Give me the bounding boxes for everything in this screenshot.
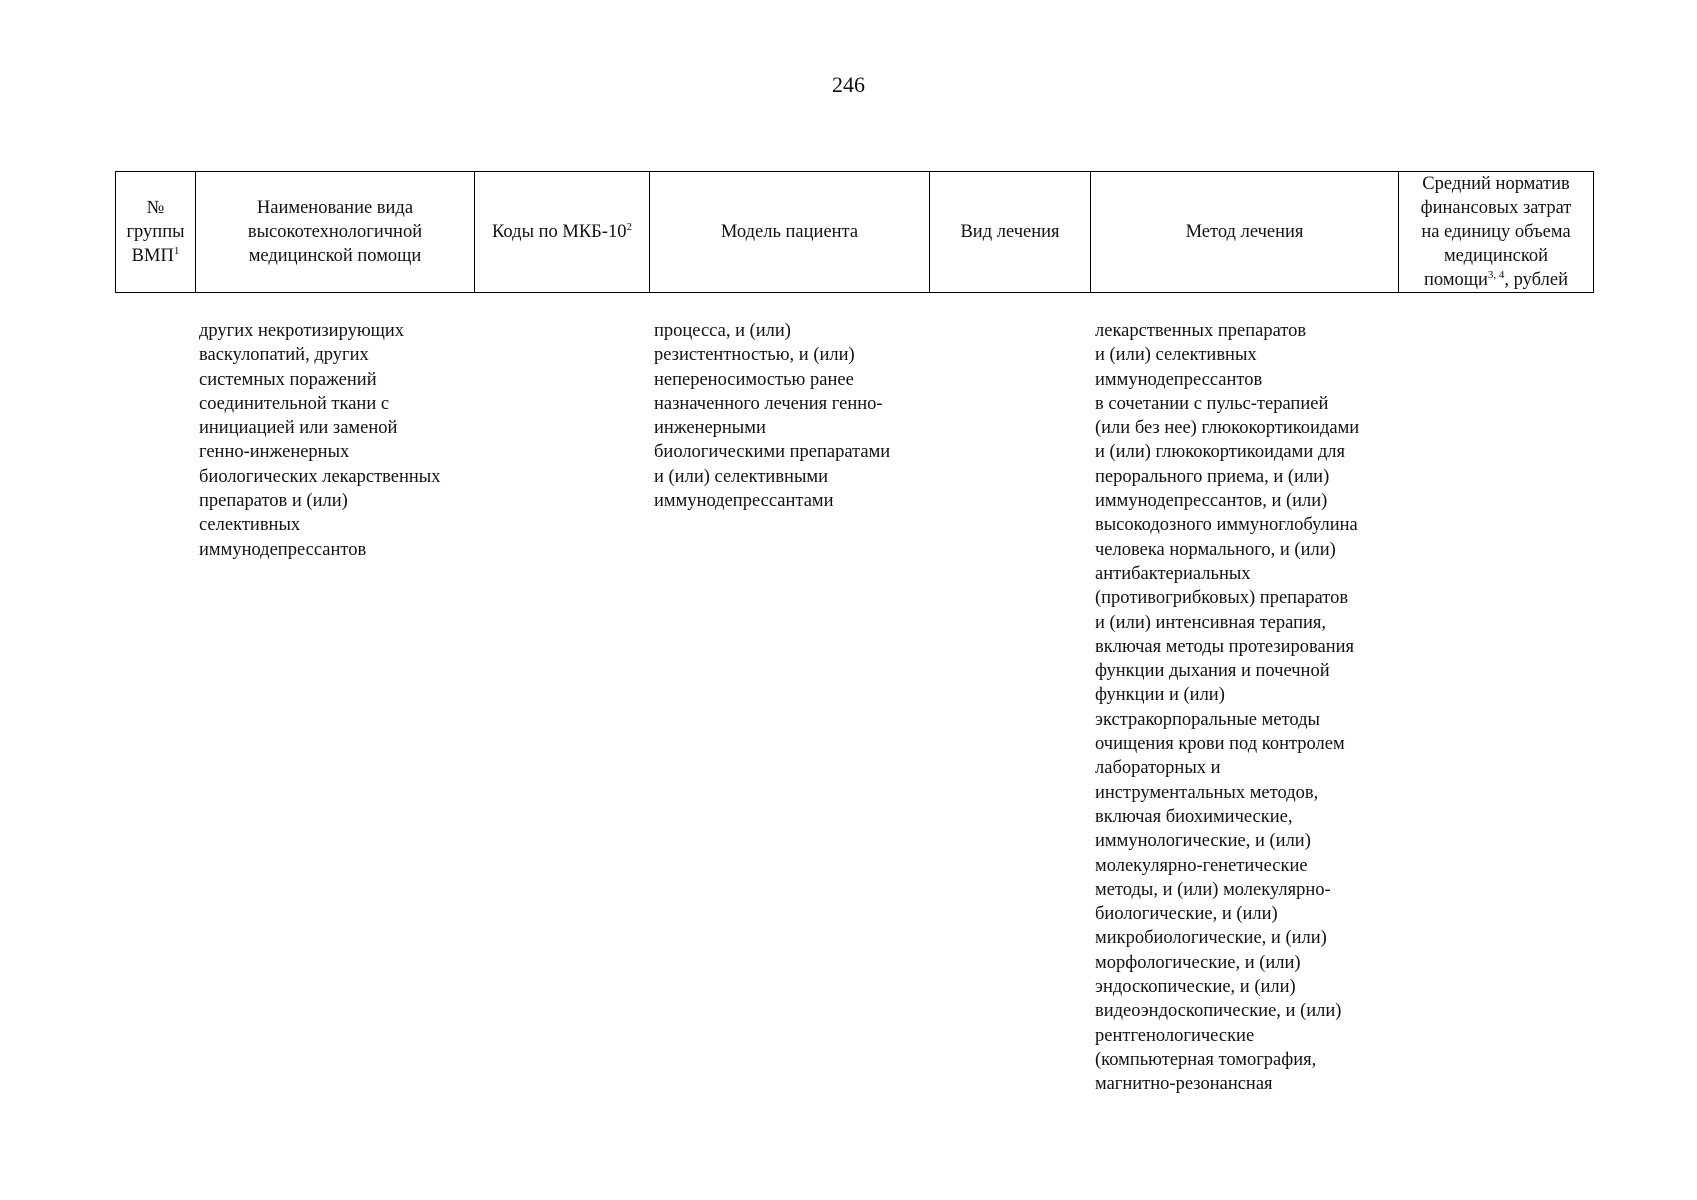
text-line: биологические, и (или)	[1095, 904, 1278, 925]
text-line: непереносимостью ранее	[654, 369, 854, 390]
header-average-cost-line-3: на единицу объема	[1421, 222, 1571, 242]
header-treatment-type	[930, 172, 1091, 293]
text-line: иммунологические, и (или)	[1095, 831, 1311, 852]
header-average-cost-line-1: Средний норматив	[1422, 174, 1570, 194]
text-line: рентгенологические	[1095, 1025, 1255, 1046]
header-treatment-type-label: Вид лечения	[960, 222, 1060, 242]
text-line: антибактериальных	[1095, 563, 1251, 584]
text-line: иммунодепрессантами	[654, 491, 834, 512]
text-line: иммунодепрессантов	[1095, 369, 1263, 390]
text-line: процесса, и (или)	[654, 321, 791, 341]
text-line: инженерными	[654, 418, 766, 439]
text-line: молекулярно-генетические	[1095, 855, 1308, 876]
text-line: функции и (или)	[1095, 685, 1225, 706]
footnote-ref-2: 2	[626, 220, 632, 233]
text-line: инициацией или заменой	[199, 418, 398, 439]
header-patient-model	[650, 172, 930, 293]
text-line: методы, и (или) молекулярно-	[1095, 879, 1331, 900]
text-line: иммунодепрессантов	[199, 539, 367, 560]
text-line: назначенного лечения генно-	[654, 393, 883, 414]
table-header	[115, 171, 1594, 293]
header-group-number-line-1: №	[146, 198, 165, 218]
footnote-ref-1: 1	[173, 244, 180, 257]
header-care-type-line-2: высокотехнологичной	[247, 222, 423, 242]
header-icd-codes	[475, 172, 650, 293]
text-line: и (или) селективными	[654, 466, 828, 487]
header-patient-model-label: Модель пациента	[720, 222, 859, 242]
footnote-ref-3-4: 3, 4	[1487, 268, 1505, 281]
text-line: функции дыхания и почечной	[1095, 661, 1330, 682]
text-line: в сочетании с пульс-терапией	[1095, 393, 1329, 414]
text-line: и (или) селективных	[1095, 345, 1257, 366]
text-line: очищения крови под контролем	[1095, 734, 1345, 755]
text-line: биологических лекарственных	[199, 466, 441, 487]
body-care-type-name	[199, 319, 440, 562]
body-treatment-method	[1095, 319, 1359, 1097]
text-line: человека нормального, и (или)	[1095, 539, 1336, 560]
text-line: биологическими препаратами	[654, 442, 891, 463]
body-patient-model	[654, 319, 890, 513]
text-line: высокодозного иммуноглобулина	[1095, 515, 1358, 536]
page-number: 246	[832, 72, 865, 97]
header-group-number-line-3: ВМП	[131, 246, 174, 266]
header-care-type-name	[196, 172, 475, 293]
text-line: включая методы протезирования	[1095, 636, 1355, 657]
header-group-number-line-2: группы	[126, 222, 185, 242]
header-average-cost-line-4: медицинской	[1443, 246, 1549, 266]
text-line: (компьютерная томография,	[1095, 1049, 1317, 1070]
header-average-cost	[1399, 172, 1594, 293]
text-line: экстракорпоральные методы	[1095, 709, 1320, 730]
text-line: магнитно-резонансная	[1095, 1074, 1273, 1095]
header-icd-codes-label: Коды по МКБ-10	[492, 222, 627, 242]
text-line: включая биохимические,	[1095, 806, 1293, 827]
text-line: системных поражений	[199, 369, 377, 390]
text-line: и (или) интенсивная терапия,	[1095, 612, 1327, 633]
text-line: иммунодепрессантов, и (или)	[1095, 491, 1328, 512]
text-line: (противогрибковых) препаратов	[1095, 588, 1349, 609]
text-line: других некротизирующих	[199, 321, 405, 341]
text-line: морфологические, и (или)	[1095, 952, 1301, 973]
text-line: видеоэндоскопические, и (или)	[1095, 1001, 1342, 1022]
text-line: лекарственных препаратов	[1095, 321, 1307, 341]
header-treatment-method-label: Метод лечения	[1185, 222, 1304, 242]
header-average-cost-line-5-pre: помощи	[1424, 270, 1488, 290]
text-line: генно-инженерных	[199, 442, 350, 463]
text-line: (или без нее) глюкокортикоидами	[1095, 418, 1360, 439]
text-line: резистентностью, и (или)	[654, 345, 855, 366]
text-line: васкулопатий, других	[199, 345, 369, 366]
header-average-cost-line-2: финансовых затрат	[1420, 198, 1572, 218]
text-line: и (или) глюкокортикоидами для	[1095, 442, 1346, 463]
text-line: эндоскопические, и (или)	[1095, 977, 1296, 998]
header-treatment-method	[1091, 172, 1399, 293]
text-line: перорального приема, и (или)	[1095, 466, 1330, 487]
text-line: соединительной ткани с	[199, 393, 390, 414]
header-care-type-line-3: медицинской помощи	[248, 246, 422, 266]
text-line: лабораторных и	[1095, 758, 1221, 779]
text-line: инструментальных методов,	[1095, 782, 1319, 803]
header-care-type-line-1: Наименование вида	[256, 198, 414, 218]
text-line: микробиологические, и (или)	[1095, 928, 1327, 949]
text-line: препаратов и (или)	[199, 491, 348, 512]
header-group-number	[116, 172, 196, 293]
text-line: селективных	[199, 515, 301, 536]
header-average-cost-line-5-post: , рублей	[1504, 270, 1568, 290]
